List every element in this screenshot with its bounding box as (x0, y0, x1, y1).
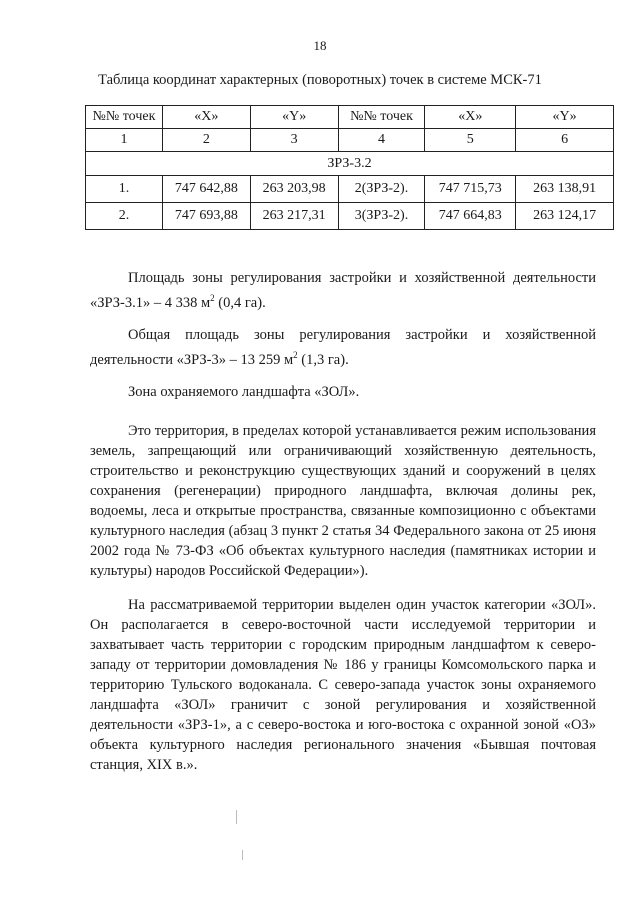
table-cell: 263 138,91 (516, 176, 614, 203)
zol-definition-text: Это территория, в пределах которой устанавливается режим использования земель, запрещающий или ограничивающий хозяйственную деятельность, строительство и реконструкцию существующих зданий и сооружений в целях сохранения (регенерации) природного ландшафта, включая долины рек, водоемы, леса и открытые пространства, связанные композиционно с объектами культурного наследия (абзац 3 пункт 2 статья 34 Федерального закона от 25 июня 2002 года № 73-ФЗ «Об объектах культурного наследия (памятниках истории и культуры) народов Российской Федерации»). (90, 423, 596, 579)
table-cell: 747 715,73 (425, 176, 516, 203)
column-number-cell: 2 (162, 129, 250, 152)
table-cell: 747 642,88 (162, 176, 250, 203)
scan-mark (242, 850, 243, 860)
zone-label-row (86, 152, 614, 176)
header-cell: «X» (162, 106, 250, 129)
table-caption: Таблица координат характерных (поворотных) точек в системе МСК-71 (98, 72, 542, 88)
zol-description-paragraph (90, 595, 596, 775)
table-cell: 747 664,83 (425, 203, 516, 230)
area-zrz3-value: (1,3 га). (297, 351, 349, 368)
table-row (86, 203, 614, 230)
area-zrz3-paragraph (90, 325, 596, 370)
table-cell: 2. (86, 203, 163, 230)
superscript: 2 (293, 350, 298, 360)
zol-definition-paragraph (90, 421, 596, 581)
column-number-cell: 3 (250, 129, 338, 152)
zol-heading-text: Зона охраняемого ландшафта «ЗОЛ». (128, 384, 360, 400)
table-cell: 263 203,98 (250, 176, 338, 203)
table-header-row (86, 106, 614, 129)
superscript: 2 (210, 293, 215, 303)
column-number-cell: 1 (86, 129, 163, 152)
table-row (86, 176, 614, 203)
zol-heading (90, 382, 596, 402)
header-cell: №№ точек (86, 106, 163, 129)
zone-label-cell: ЗРЗ-3.2 (86, 152, 614, 176)
table-cell: 263 124,17 (516, 203, 614, 230)
header-cell: №№ точек (338, 106, 425, 129)
table-cell: 747 693,88 (162, 203, 250, 230)
column-number-cell: 5 (425, 129, 516, 152)
area-zrz31-paragraph (90, 268, 596, 313)
area-zrz31-text: Площадь зоны регулирования застройки и хозяйственной деятельности «ЗРЗ-3.1» – 4 338 м (90, 270, 596, 311)
header-cell: «Y» (516, 106, 614, 129)
table-cell: 3(ЗРЗ-2). (338, 203, 425, 230)
scan-mark (236, 810, 237, 824)
area-zrz31-value: (0,4 га). (214, 294, 266, 311)
table-cell: 263 217,31 (250, 203, 338, 230)
column-number-cell: 6 (516, 129, 614, 152)
coordinates-table (85, 105, 614, 230)
header-cell: «Y» (250, 106, 338, 129)
column-number-row (86, 129, 614, 152)
zol-description-text: На рассматриваемой территории выделен один участок категории «ЗОЛ». Он располагается в северо-восточной части исследуемой территории и захватывает часть территории с городским природным ландшафтом к северо-западу от территории домовладения № 186 у границы Комсомольского парка и территорию Тульского водоканала. С северо-запада участок зоны охраняемого ландшафта «ЗОЛ» граничит с зоной регулирования и хозяйственной деятельности «ЗРЗ-1», а с северо-востока и юго-востока с охранной зоной «ОЗ» объекта культурного наследия регионального значения «Бывшая почтовая станция, XIX в.». (90, 597, 596, 773)
area-zrz3-text: Общая площадь зоны регулирования застройки и хозяйственной деятельности «ЗРЗ-3» – 13 259 м (90, 327, 596, 368)
table-cell: 1. (86, 176, 163, 203)
page-number: 18 (313, 38, 327, 53)
header-cell: «X» (425, 106, 516, 129)
table-cell: 2(ЗРЗ-2). (338, 176, 425, 203)
column-number-cell: 4 (338, 129, 425, 152)
